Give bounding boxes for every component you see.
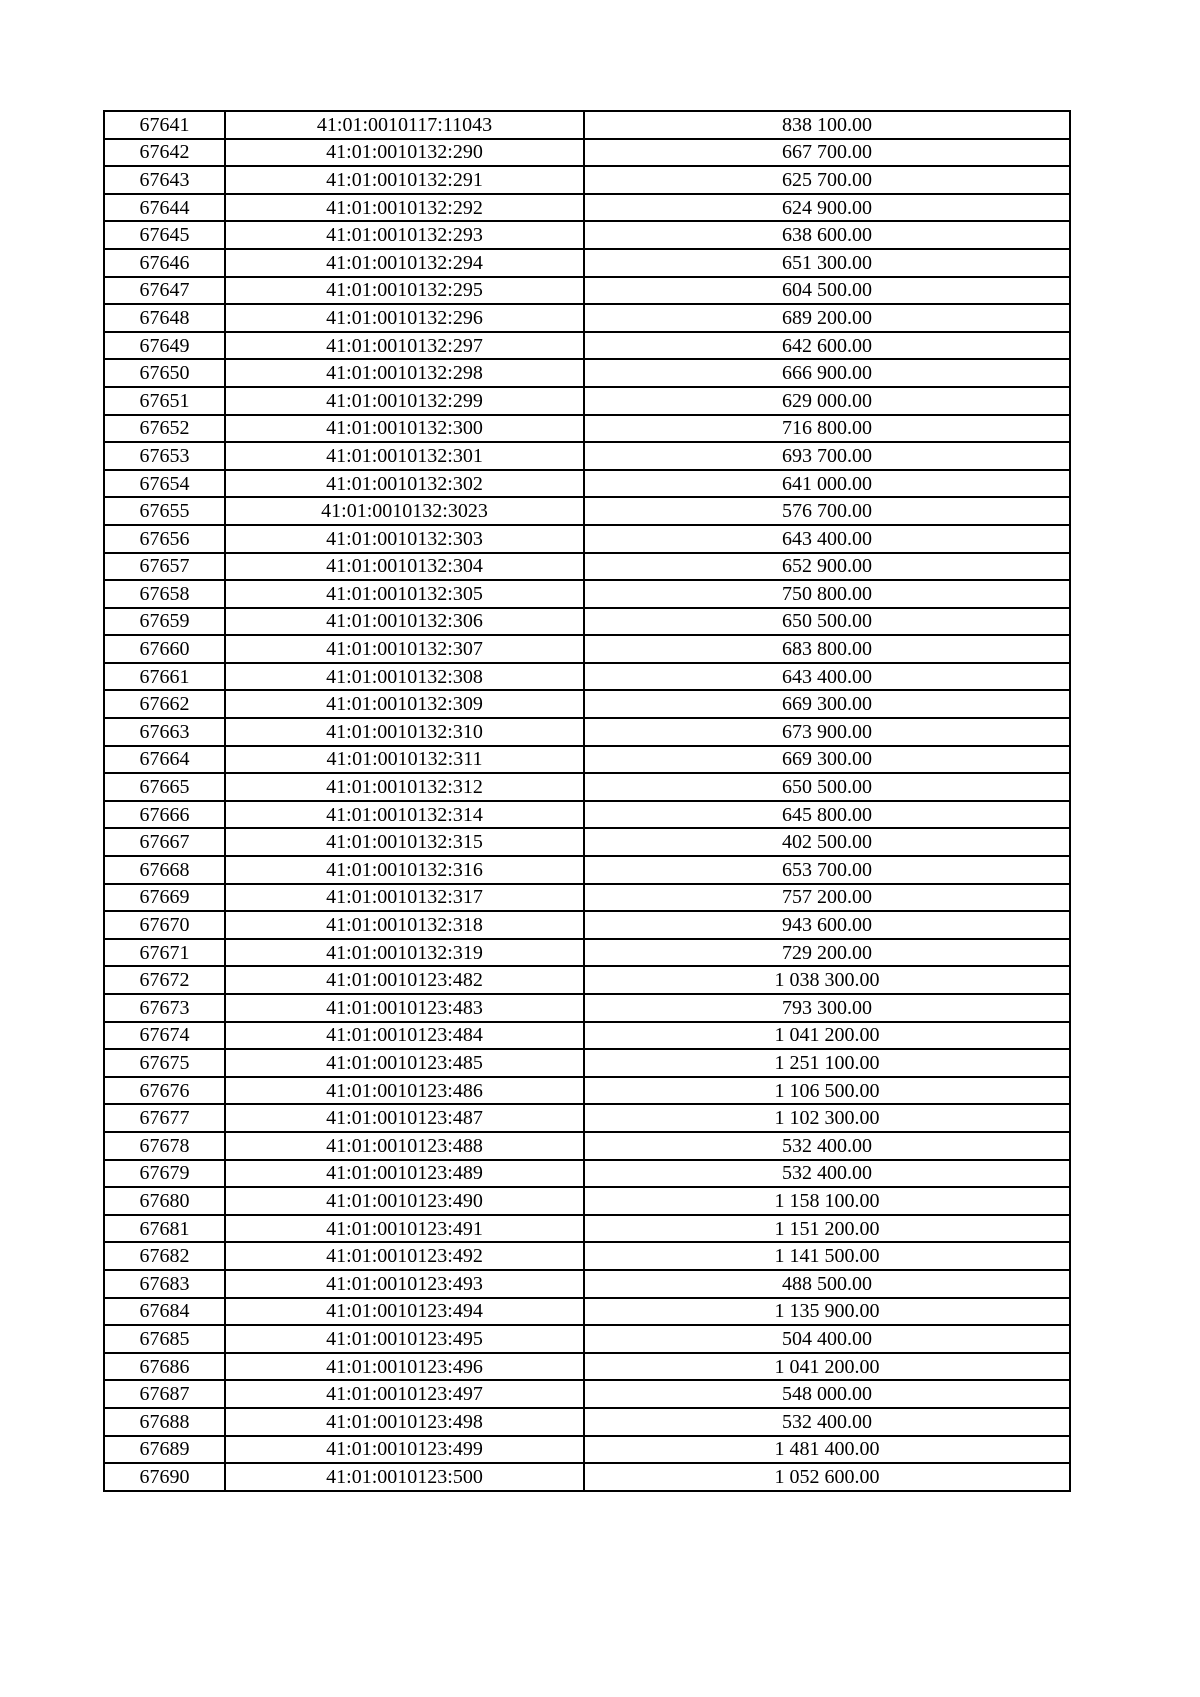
row-number-cell: 67650 (104, 359, 225, 387)
value-cell: 666 900.00 (584, 359, 1070, 387)
value-cell: 651 300.00 (584, 249, 1070, 277)
cadastral-number-cell: 41:01:0010123:491 (225, 1215, 584, 1243)
value-cell: 1 251 100.00 (584, 1049, 1070, 1077)
row-number-cell: 67657 (104, 553, 225, 581)
table-row (104, 608, 1070, 636)
table-row (104, 1298, 1070, 1326)
row-number-cell: 67690 (104, 1463, 225, 1491)
table-row (104, 690, 1070, 718)
table-row (104, 470, 1070, 498)
cadastral-number-cell: 41:01:0010132:314 (225, 801, 584, 829)
table-row (104, 1408, 1070, 1436)
cadastral-number-cell: 41:01:0010132:291 (225, 166, 584, 194)
table-row (104, 1436, 1070, 1464)
table-row (104, 773, 1070, 801)
cadastral-number-cell: 41:01:0010123:490 (225, 1187, 584, 1215)
value-cell: 1 052 600.00 (584, 1463, 1070, 1491)
cadastral-number-cell: 41:01:0010123:499 (225, 1436, 584, 1464)
value-cell: 1 106 500.00 (584, 1077, 1070, 1105)
row-number-cell: 67677 (104, 1104, 225, 1132)
table-row (104, 387, 1070, 415)
value-cell: 548 000.00 (584, 1380, 1070, 1408)
table-row (104, 580, 1070, 608)
value-cell: 504 400.00 (584, 1325, 1070, 1353)
table-row (104, 994, 1070, 1022)
value-cell: 669 300.00 (584, 746, 1070, 774)
row-number-cell: 67679 (104, 1160, 225, 1188)
row-number-cell: 67671 (104, 939, 225, 967)
cadastral-number-cell: 41:01:0010132:317 (225, 884, 584, 912)
table-row (104, 221, 1070, 249)
row-number-cell: 67655 (104, 497, 225, 525)
row-number-cell: 67658 (104, 580, 225, 608)
cadastral-number-cell: 41:01:0010123:487 (225, 1104, 584, 1132)
row-number-cell: 67675 (104, 1049, 225, 1077)
cadastral-number-cell: 41:01:0010132:305 (225, 580, 584, 608)
row-number-cell: 67649 (104, 332, 225, 360)
table-row (104, 111, 1070, 139)
table-row (104, 442, 1070, 470)
row-number-cell: 67641 (104, 111, 225, 139)
table-row (104, 1132, 1070, 1160)
row-number-cell: 67676 (104, 1077, 225, 1105)
cadastral-number-cell: 41:01:0010123:496 (225, 1353, 584, 1381)
row-number-cell: 67685 (104, 1325, 225, 1353)
table-row (104, 1242, 1070, 1270)
cadastral-number-cell: 41:01:0010132:308 (225, 663, 584, 691)
value-cell: 625 700.00 (584, 166, 1070, 194)
cadastral-number-cell: 41:01:0010123:500 (225, 1463, 584, 1491)
value-cell: 624 900.00 (584, 194, 1070, 222)
table-row (104, 1049, 1070, 1077)
row-number-cell: 67668 (104, 856, 225, 884)
cadastral-number-cell: 41:01:0010132:292 (225, 194, 584, 222)
row-number-cell: 67681 (104, 1215, 225, 1243)
cadastral-number-cell: 41:01:0010132:304 (225, 553, 584, 581)
cadastral-number-cell: 41:01:0010132:311 (225, 746, 584, 774)
value-cell: 488 500.00 (584, 1270, 1070, 1298)
cadastral-number-cell: 41:01:0010132:312 (225, 773, 584, 801)
table-row (104, 1380, 1070, 1408)
value-cell: 532 400.00 (584, 1408, 1070, 1436)
table-row (104, 746, 1070, 774)
cadastral-number-cell: 41:01:0010123:484 (225, 1022, 584, 1050)
row-number-cell: 67684 (104, 1298, 225, 1326)
cadastral-number-cell: 41:01:0010132:298 (225, 359, 584, 387)
row-number-cell: 67647 (104, 277, 225, 305)
cadastral-number-cell: 41:01:0010132:297 (225, 332, 584, 360)
value-cell: 652 900.00 (584, 553, 1070, 581)
table-row (104, 497, 1070, 525)
value-cell: 642 600.00 (584, 332, 1070, 360)
cadastral-number-cell: 41:01:0010123:486 (225, 1077, 584, 1105)
value-cell: 1 135 900.00 (584, 1298, 1070, 1326)
cadastral-number-cell: 41:01:0010132:303 (225, 525, 584, 553)
row-number-cell: 67673 (104, 994, 225, 1022)
table-row (104, 359, 1070, 387)
table-row (104, 1077, 1070, 1105)
table-row (104, 277, 1070, 305)
table-row (104, 1463, 1070, 1491)
table-row (104, 249, 1070, 277)
row-number-cell: 67651 (104, 387, 225, 415)
value-cell: 650 500.00 (584, 608, 1070, 636)
cadastral-number-cell: 41:01:0010132:294 (225, 249, 584, 277)
row-number-cell: 67686 (104, 1353, 225, 1381)
cadastral-number-cell: 41:01:0010123:493 (225, 1270, 584, 1298)
cadastral-number-cell: 41:01:0010123:497 (225, 1380, 584, 1408)
row-number-cell: 67678 (104, 1132, 225, 1160)
table-row (104, 1104, 1070, 1132)
value-cell: 532 400.00 (584, 1160, 1070, 1188)
table-row (104, 1353, 1070, 1381)
value-cell: 1 038 300.00 (584, 966, 1070, 994)
cadastral-number-cell: 41:01:0010132:295 (225, 277, 584, 305)
table-row (104, 415, 1070, 443)
table-row (104, 828, 1070, 856)
value-cell: 1 041 200.00 (584, 1022, 1070, 1050)
value-cell: 643 400.00 (584, 525, 1070, 553)
cadastral-number-cell: 41:01:0010132:3023 (225, 497, 584, 525)
value-cell: 643 400.00 (584, 663, 1070, 691)
value-cell: 838 100.00 (584, 111, 1070, 139)
row-number-cell: 67672 (104, 966, 225, 994)
value-cell: 669 300.00 (584, 690, 1070, 718)
table-row (104, 139, 1070, 167)
cadastral-number-cell: 41:01:0010123:488 (225, 1132, 584, 1160)
value-cell: 645 800.00 (584, 801, 1070, 829)
table-row (104, 304, 1070, 332)
value-cell: 716 800.00 (584, 415, 1070, 443)
cadastral-number-cell: 41:01:0010132:316 (225, 856, 584, 884)
row-number-cell: 67659 (104, 608, 225, 636)
cadastral-number-cell: 41:01:0010123:492 (225, 1242, 584, 1270)
value-cell: 1 481 400.00 (584, 1436, 1070, 1464)
row-number-cell: 67648 (104, 304, 225, 332)
cadastral-number-cell: 41:01:0010132:300 (225, 415, 584, 443)
value-cell: 1 151 200.00 (584, 1215, 1070, 1243)
cadastral-number-cell: 41:01:0010123:485 (225, 1049, 584, 1077)
value-cell: 1 102 300.00 (584, 1104, 1070, 1132)
table-row (104, 525, 1070, 553)
cadastral-number-cell: 41:01:0010117:11043 (225, 111, 584, 139)
cadastral-number-cell: 41:01:0010132:318 (225, 911, 584, 939)
table-row (104, 939, 1070, 967)
table-row (104, 966, 1070, 994)
table-row (104, 718, 1070, 746)
value-cell: 653 700.00 (584, 856, 1070, 884)
table-row (104, 663, 1070, 691)
value-cell: 943 600.00 (584, 911, 1070, 939)
value-cell: 750 800.00 (584, 580, 1070, 608)
value-cell: 638 600.00 (584, 221, 1070, 249)
value-cell: 604 500.00 (584, 277, 1070, 305)
cadastral-number-cell: 41:01:0010132:293 (225, 221, 584, 249)
table-row (104, 801, 1070, 829)
table-row (104, 856, 1070, 884)
row-number-cell: 67662 (104, 690, 225, 718)
table-row (104, 1160, 1070, 1188)
row-number-cell: 67683 (104, 1270, 225, 1298)
cadastral-number-cell: 41:01:0010132:319 (225, 939, 584, 967)
value-cell: 693 700.00 (584, 442, 1070, 470)
cadastral-number-cell: 41:01:0010132:299 (225, 387, 584, 415)
row-number-cell: 67689 (104, 1436, 225, 1464)
cadastral-number-cell: 41:01:0010132:301 (225, 442, 584, 470)
table-row (104, 194, 1070, 222)
value-cell: 650 500.00 (584, 773, 1070, 801)
cadastral-number-cell: 41:01:0010132:306 (225, 608, 584, 636)
cadastral-number-cell: 41:01:0010123:483 (225, 994, 584, 1022)
value-cell: 757 200.00 (584, 884, 1070, 912)
row-number-cell: 67666 (104, 801, 225, 829)
value-cell: 793 300.00 (584, 994, 1070, 1022)
row-number-cell: 67688 (104, 1408, 225, 1436)
row-number-cell: 67682 (104, 1242, 225, 1270)
row-number-cell: 67665 (104, 773, 225, 801)
cadastral-number-cell: 41:01:0010132:307 (225, 635, 584, 663)
table-row (104, 1215, 1070, 1243)
table-row (104, 1270, 1070, 1298)
row-number-cell: 67670 (104, 911, 225, 939)
cadastral-number-cell: 41:01:0010132:310 (225, 718, 584, 746)
value-cell: 673 900.00 (584, 718, 1070, 746)
row-number-cell: 67669 (104, 884, 225, 912)
row-number-cell: 67667 (104, 828, 225, 856)
table-row (104, 332, 1070, 360)
value-cell: 629 000.00 (584, 387, 1070, 415)
row-number-cell: 67660 (104, 635, 225, 663)
value-cell: 689 200.00 (584, 304, 1070, 332)
table-row (104, 884, 1070, 912)
row-number-cell: 67656 (104, 525, 225, 553)
cadastral-number-cell: 41:01:0010123:489 (225, 1160, 584, 1188)
value-cell: 729 200.00 (584, 939, 1070, 967)
cadastral-number-cell: 41:01:0010132:290 (225, 139, 584, 167)
row-number-cell: 67663 (104, 718, 225, 746)
row-number-cell: 67653 (104, 442, 225, 470)
value-cell: 641 000.00 (584, 470, 1070, 498)
table-row (104, 1187, 1070, 1215)
table-row (104, 553, 1070, 581)
cadastral-number-cell: 41:01:0010132:296 (225, 304, 584, 332)
row-number-cell: 67642 (104, 139, 225, 167)
value-cell: 683 800.00 (584, 635, 1070, 663)
cadastral-number-cell: 41:01:0010132:302 (225, 470, 584, 498)
row-number-cell: 67644 (104, 194, 225, 222)
value-cell: 402 500.00 (584, 828, 1070, 856)
value-cell: 1 041 200.00 (584, 1353, 1070, 1381)
row-number-cell: 67687 (104, 1380, 225, 1408)
row-number-cell: 67674 (104, 1022, 225, 1050)
value-cell: 576 700.00 (584, 497, 1070, 525)
table-row (104, 1325, 1070, 1353)
table-row (104, 1022, 1070, 1050)
value-cell: 1 141 500.00 (584, 1242, 1070, 1270)
row-number-cell: 67652 (104, 415, 225, 443)
table-row (104, 166, 1070, 194)
value-cell: 1 158 100.00 (584, 1187, 1070, 1215)
value-cell: 532 400.00 (584, 1132, 1070, 1160)
cadastral-number-cell: 41:01:0010132:309 (225, 690, 584, 718)
row-number-cell: 67664 (104, 746, 225, 774)
cadastral-number-cell: 41:01:0010123:498 (225, 1408, 584, 1436)
cadastral-value-table (103, 110, 1071, 1492)
table-body (104, 111, 1070, 1491)
cadastral-number-cell: 41:01:0010123:494 (225, 1298, 584, 1326)
row-number-cell: 67643 (104, 166, 225, 194)
row-number-cell: 67661 (104, 663, 225, 691)
cadastral-number-cell: 41:01:0010132:315 (225, 828, 584, 856)
row-number-cell: 67654 (104, 470, 225, 498)
cadastral-number-cell: 41:01:0010123:482 (225, 966, 584, 994)
row-number-cell: 67646 (104, 249, 225, 277)
table-row (104, 911, 1070, 939)
table-row (104, 635, 1070, 663)
cadastral-number-cell: 41:01:0010123:495 (225, 1325, 584, 1353)
row-number-cell: 67645 (104, 221, 225, 249)
value-cell: 667 700.00 (584, 139, 1070, 167)
row-number-cell: 67680 (104, 1187, 225, 1215)
